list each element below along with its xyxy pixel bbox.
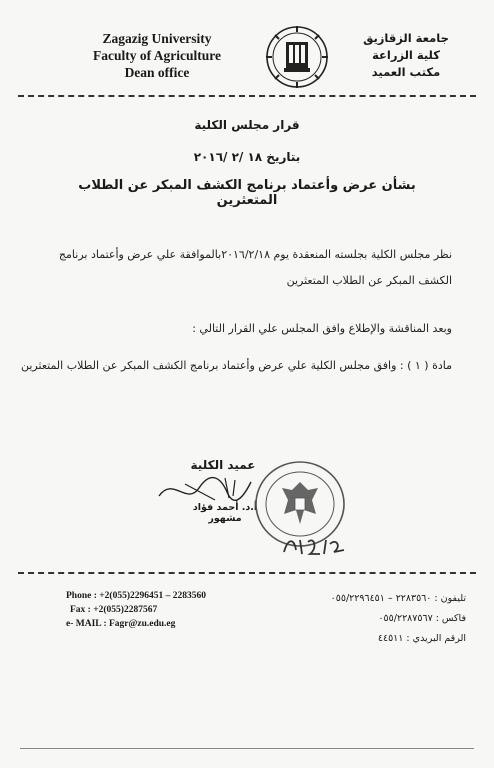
footer-phone-ar: تليفون : ٢٢٨٣٥٦٠ – ٠٥٥/٢٢٩٦٤٥١ <box>330 593 466 604</box>
footer-email-en: e- MAIL : Fagr@zu.edu.eg <box>66 619 176 629</box>
decision-date: بتاريخ ١٨ /٢ /٢٠١٦ <box>193 150 301 164</box>
dean-name: أ.د. أحمد فؤاد مشهور <box>192 502 258 524</box>
university-name-ar: جامعة الزقازيق <box>363 31 449 45</box>
footer-contact-ar <box>266 589 466 649</box>
body-paragraph-line-2: الكشف المبكر عن الطلاب المتعثرين <box>286 274 452 287</box>
footer-fax-en: Fax : +2(055)2287567 <box>70 605 158 615</box>
office-name-ar: مكتب العميد <box>371 65 441 79</box>
header-divider <box>18 95 476 97</box>
dean-title: عميد الكلية <box>190 458 256 472</box>
university-emblem-icon <box>258 24 336 90</box>
decision-subject: بشأن عرض وأعتماد برنامج الكشف المبكر عن الطلاب المتعثرين <box>78 178 416 208</box>
faculty-name-en: Faculty of Agriculture <box>93 48 221 63</box>
office-name-en: Dean office <box>124 65 190 80</box>
footer-postal-ar: الرقم البريدي : ٤٤٥١١ <box>377 633 466 644</box>
page-bottom-rule <box>20 748 474 749</box>
handwritten-number-icon <box>280 534 352 560</box>
footer-fax-ar: فاكس : ٠٥٥/٢٢٨٧٥٦٧ <box>378 613 466 624</box>
footer-divider <box>18 572 476 574</box>
decision-heading: قرار مجلس الكلية <box>194 118 300 132</box>
footer-contact-en <box>66 589 266 631</box>
header-english <box>72 30 242 81</box>
university-name-en: Zagazig University <box>102 31 212 46</box>
body-discussion-line: وبعد المناقشة والإطلاع وافق المجلس علي القرار التالي : <box>192 322 452 335</box>
footer-phone-en: Phone : +2(055)2296451 – 2283560 <box>66 591 206 601</box>
faculty-name-ar: كلية الزراعة <box>372 48 440 62</box>
header-arabic <box>346 30 466 81</box>
article-one: مادة ( ١ ) : وافق مجلس الكلية علي عرض وأعتماد برنامج الكشف المبكر عن الطلاب المتعثرين <box>21 359 452 372</box>
body-paragraph-line-1: نظر مجلس الكلية بجلسته المنعقدة يوم ٢٠١٦/٢/١٨بالموافقة علي عرض وأعتماد برنامج <box>58 248 452 261</box>
